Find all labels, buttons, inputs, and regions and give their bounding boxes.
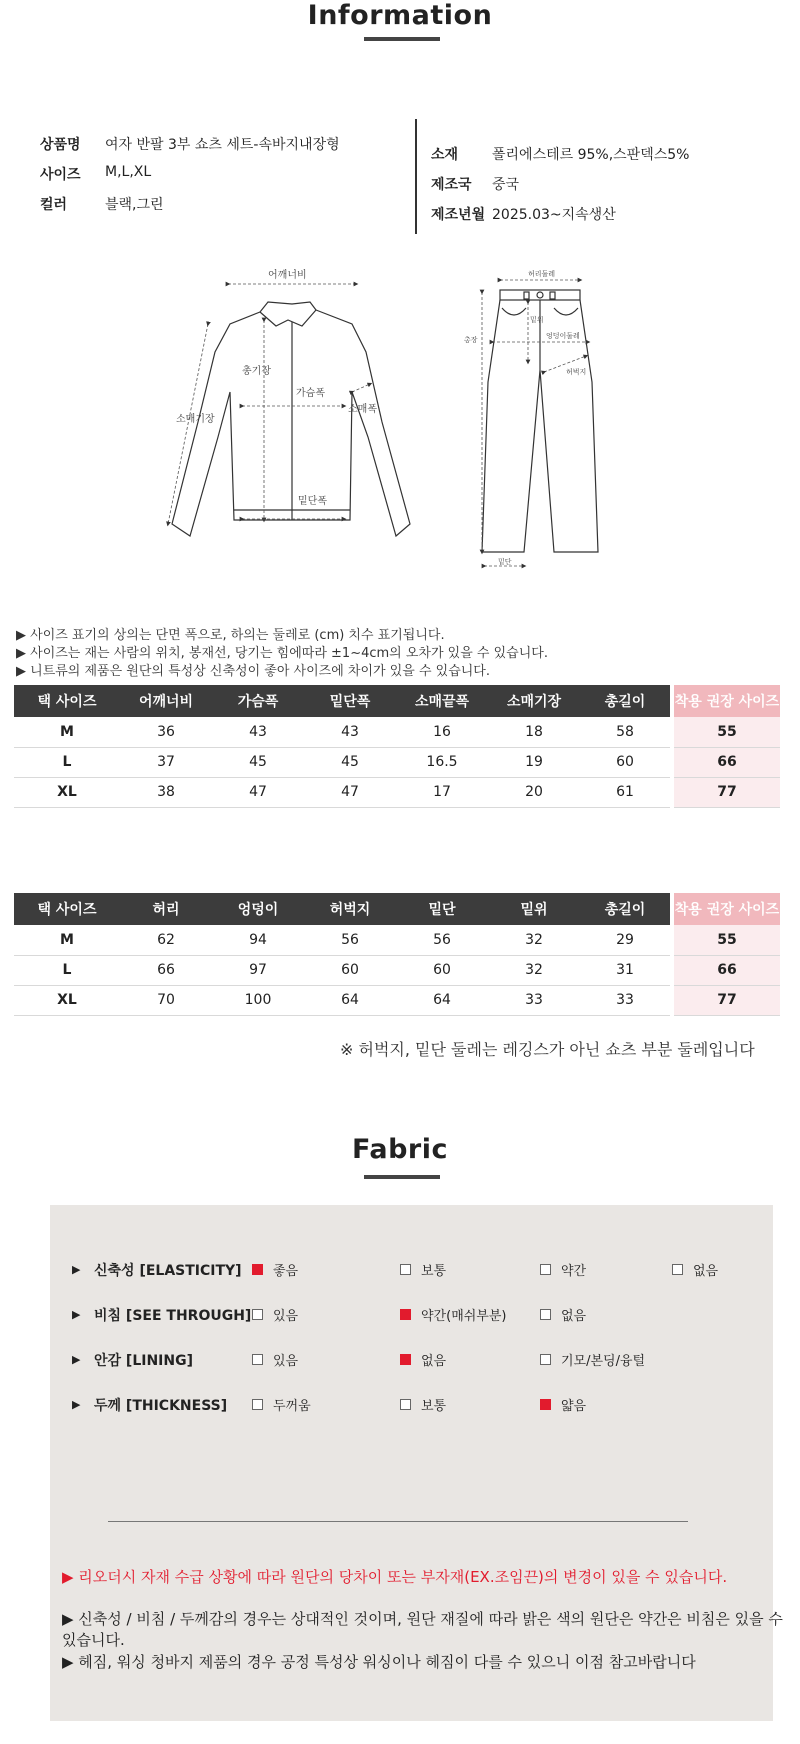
recommended-size-cell: 55 [672, 925, 780, 955]
see-through-option-none [540, 1305, 586, 1324]
unchecked-box-icon [540, 1354, 551, 1365]
table-header-row [14, 893, 780, 925]
checked-box-icon [400, 1354, 411, 1365]
table-cell: 16 [396, 717, 488, 747]
manufacture-date-value: 2025.03~지속생산 [492, 207, 616, 223]
thigh-label: 허벅지 [566, 368, 587, 376]
table-cell: 33 [580, 985, 672, 1015]
thigh-hem-footnote: ※ 허벅지, 밑단 둘레는 레깅스가 아닌 쇼츠 부분 둘레입니다 [340, 1040, 755, 1059]
washing-notice: ▶ 헤짐, 워싱 청바지 제품의 경우 공정 특성상 워싱이나 헤짐이 다를 수 있으니 이점 참고바랍니다 [62, 1653, 696, 1671]
fabric-title: Fabric [352, 1134, 448, 1165]
country-value: 중국 [492, 177, 520, 193]
reorder-notice: ▶ 리오더시 자재 수급 상황에 따라 원단의 당차이 또는 부자재(EX.조임끈)의 변경이 있을 수 있습니다. [62, 1568, 728, 1586]
recommended-size-cell: 66 [672, 747, 780, 777]
see-through-label: 비침 [SEE THROUGH] [94, 1308, 252, 1324]
option-label: 좋음 [273, 1264, 299, 1279]
information-title: Information [307, 0, 493, 31]
table-cell: 32 [488, 925, 580, 955]
unchecked-box-icon [252, 1354, 263, 1365]
table-cell: 45 [304, 747, 396, 777]
row-arrow-icon: ▶ [72, 1353, 81, 1366]
table-cell: 16.5 [396, 747, 488, 777]
waist-label: 허리둘레 [528, 270, 556, 278]
table-cell: 62 [120, 925, 212, 955]
checked-box-icon [400, 1309, 411, 1320]
table-cell: 45 [212, 747, 304, 777]
size-value: M,L,XL [105, 164, 152, 180]
lining-label: 안감 [LINING] [94, 1353, 193, 1369]
option-label: 없음 [421, 1354, 447, 1369]
header-cell: 가슴폭 [212, 685, 304, 717]
lining-option-yes [252, 1350, 298, 1369]
bottom-size-table [14, 893, 780, 1016]
pants-measurement-diagram [462, 262, 622, 572]
table-cell: 18 [488, 717, 580, 747]
unchecked-box-icon [540, 1309, 551, 1320]
row-arrow-icon: ▶ [72, 1308, 81, 1321]
table-cell: 97 [212, 955, 304, 985]
table-cell: 29 [580, 925, 672, 955]
pants-hem-label: 밑단 [498, 558, 512, 566]
table-cell: 64 [396, 985, 488, 1015]
table-cell: 43 [212, 717, 304, 747]
table-cell: 61 [580, 777, 672, 807]
recommended-size-cell: 66 [672, 955, 780, 985]
table-row [14, 955, 780, 985]
row-arrow-icon: ▶ [72, 1263, 81, 1276]
table-cell: 100 [212, 985, 304, 1015]
elasticity-option-normal [400, 1260, 446, 1279]
size-cell: M [14, 717, 120, 747]
thickness-option-thin [540, 1395, 586, 1414]
table-header-row [14, 685, 780, 717]
table-cell: 38 [120, 777, 212, 807]
option-label: 있음 [273, 1354, 299, 1369]
thickness-option-normal [400, 1395, 446, 1414]
table-cell: 47 [304, 777, 396, 807]
table-cell: 43 [304, 717, 396, 747]
option-label: 두꺼움 [273, 1399, 311, 1414]
info-divider [415, 119, 417, 234]
elasticity-option-none [672, 1260, 718, 1279]
material-value: 폴리에스테르 95%,스판덱스5% [492, 147, 690, 163]
chest-label: 가슴폭 [296, 388, 325, 399]
product-name-value: 여자 반팔 3부 쇼츠 세트-속바지내장형 [105, 137, 340, 153]
table-cell: 60 [580, 747, 672, 777]
table-cell: 70 [120, 985, 212, 1015]
see-through-option-yes [252, 1305, 298, 1324]
table-cell: 56 [304, 925, 396, 955]
table-cell: 31 [580, 955, 672, 985]
header-cell: 밑단폭 [304, 685, 396, 717]
size-note: ▶ 사이즈 표기의 상의는 단면 폭으로, 하의는 둘레로 (cm) 치수 표기됩니다. [16, 628, 445, 643]
table-cell: 37 [120, 747, 212, 777]
header-cell: 택 사이즈 [14, 893, 120, 925]
recommended-size-cell: 77 [672, 777, 780, 807]
elasticity-option-slight [540, 1260, 586, 1279]
table-cell: 60 [396, 955, 488, 985]
header-cell: 어깨너비 [120, 685, 212, 717]
fabric-title-underline [364, 1175, 440, 1179]
option-label: 얇음 [561, 1399, 587, 1414]
elasticity-option-good [252, 1260, 298, 1279]
table-cell: 36 [120, 717, 212, 747]
unchecked-box-icon [540, 1264, 551, 1275]
option-label: 보통 [421, 1399, 447, 1414]
header-cell: 허리 [120, 893, 212, 925]
sleeve-width-label: 소매폭 [348, 404, 377, 415]
size-label: 사이즈 [40, 167, 81, 183]
header-cell: 택 사이즈 [14, 685, 120, 717]
rise-label: 밑위 [530, 316, 544, 324]
unchecked-box-icon [400, 1399, 411, 1410]
thickness-label: 두께 [THICKNESS] [94, 1398, 228, 1414]
checked-box-icon [540, 1399, 551, 1410]
checked-box-icon [252, 1264, 263, 1275]
table-cell: 47 [212, 777, 304, 807]
header-cell: 총길이 [580, 685, 672, 717]
table-cell: 20 [488, 777, 580, 807]
table-row [14, 777, 780, 807]
option-label: 보통 [421, 1264, 447, 1279]
recommended-size-cell: 55 [672, 717, 780, 747]
table-cell: 58 [580, 717, 672, 747]
see-through-option-slight [400, 1305, 507, 1324]
table-row [14, 985, 780, 1015]
table-cell: 60 [304, 955, 396, 985]
option-label: 없음 [693, 1264, 719, 1279]
size-cell: XL [14, 777, 120, 807]
size-cell: XL [14, 985, 120, 1015]
table-row [14, 717, 780, 747]
lining-option-fleece [540, 1350, 645, 1369]
sleeve-length-label: 소매기장 [176, 414, 215, 425]
shoulder-label: 어깨너비 [268, 270, 307, 281]
recommended-size-header: 착용 권장 사이즈 [672, 893, 780, 925]
size-note: ▶ 사이즈는 재는 사람의 위치, 봉재선, 당기는 힘에따라 ±1~4cm의 오차가 있을 수 있습니다. [16, 646, 548, 661]
option-label: 기모/본딩/융털 [561, 1354, 646, 1369]
table-cell: 64 [304, 985, 396, 1015]
table-cell: 56 [396, 925, 488, 955]
top-measurement-diagram [160, 262, 420, 552]
unchecked-box-icon [252, 1309, 263, 1320]
information-title-underline [364, 37, 440, 41]
size-cell: L [14, 955, 120, 985]
pants-outline [482, 290, 598, 552]
top-size-table [14, 685, 780, 808]
hip-label: 엉덩이둘레 [546, 332, 580, 340]
table-cell: 32 [488, 955, 580, 985]
thickness-option-thick [252, 1395, 311, 1414]
size-notes [16, 627, 548, 681]
header-cell: 밑단 [396, 893, 488, 925]
option-label: 약간 [561, 1264, 587, 1279]
lining-option-none [400, 1350, 446, 1369]
color-value: 블랙,그린 [105, 197, 164, 213]
table-cell: 19 [488, 747, 580, 777]
color-label: 컬러 [40, 197, 68, 213]
table-row [14, 747, 780, 777]
option-label: 있음 [273, 1309, 299, 1324]
recommended-size-cell: 77 [672, 985, 780, 1015]
table-cell: 17 [396, 777, 488, 807]
country-label: 제조국 [431, 177, 472, 193]
size-cell: L [14, 747, 120, 777]
option-label: 약간(매쉬부분) [421, 1309, 507, 1324]
elasticity-label: 신축성 [ELASTICITY] [94, 1263, 242, 1279]
header-cell: 소매끝폭 [396, 685, 488, 717]
option-label: 없음 [561, 1309, 587, 1324]
size-cell: M [14, 925, 120, 955]
hem-label: 밑단폭 [298, 496, 327, 507]
row-arrow-icon: ▶ [72, 1398, 81, 1411]
unchecked-box-icon [672, 1264, 683, 1275]
unchecked-box-icon [252, 1399, 263, 1410]
length-label: 총장 [464, 336, 478, 344]
header-cell: 총길이 [580, 893, 672, 925]
table-row [14, 925, 780, 955]
manufacture-date-label: 제조년월 [431, 207, 486, 223]
material-label: 소재 [431, 147, 459, 163]
product-name-label: 상품명 [40, 137, 81, 153]
fabric-divider [108, 1521, 688, 1522]
size-note: ▶ 니트류의 제품은 원단의 특성상 신축성이 좋아 사이즈에 차이가 있을 수 있습니다. [16, 664, 490, 679]
header-cell: 허벅지 [304, 893, 396, 925]
table-cell: 94 [212, 925, 304, 955]
unchecked-box-icon [400, 1264, 411, 1275]
table-cell: 33 [488, 985, 580, 1015]
relative-notice: ▶ 신축성 / 비침 / 두께감의 경우는 상대적인 것이며, 원단 재질에 따라 밝은 색의 원단은 약간은 비침은 있을 수 있습니다. [62, 1610, 783, 1649]
table-cell: 66 [120, 955, 212, 985]
recommended-size-header: 착용 권장 사이즈 [672, 685, 780, 717]
header-cell: 엉덩이 [212, 893, 304, 925]
header-cell: 밑위 [488, 893, 580, 925]
total-length-label: 총기장 [242, 366, 271, 377]
header-cell: 소매기장 [488, 685, 580, 717]
